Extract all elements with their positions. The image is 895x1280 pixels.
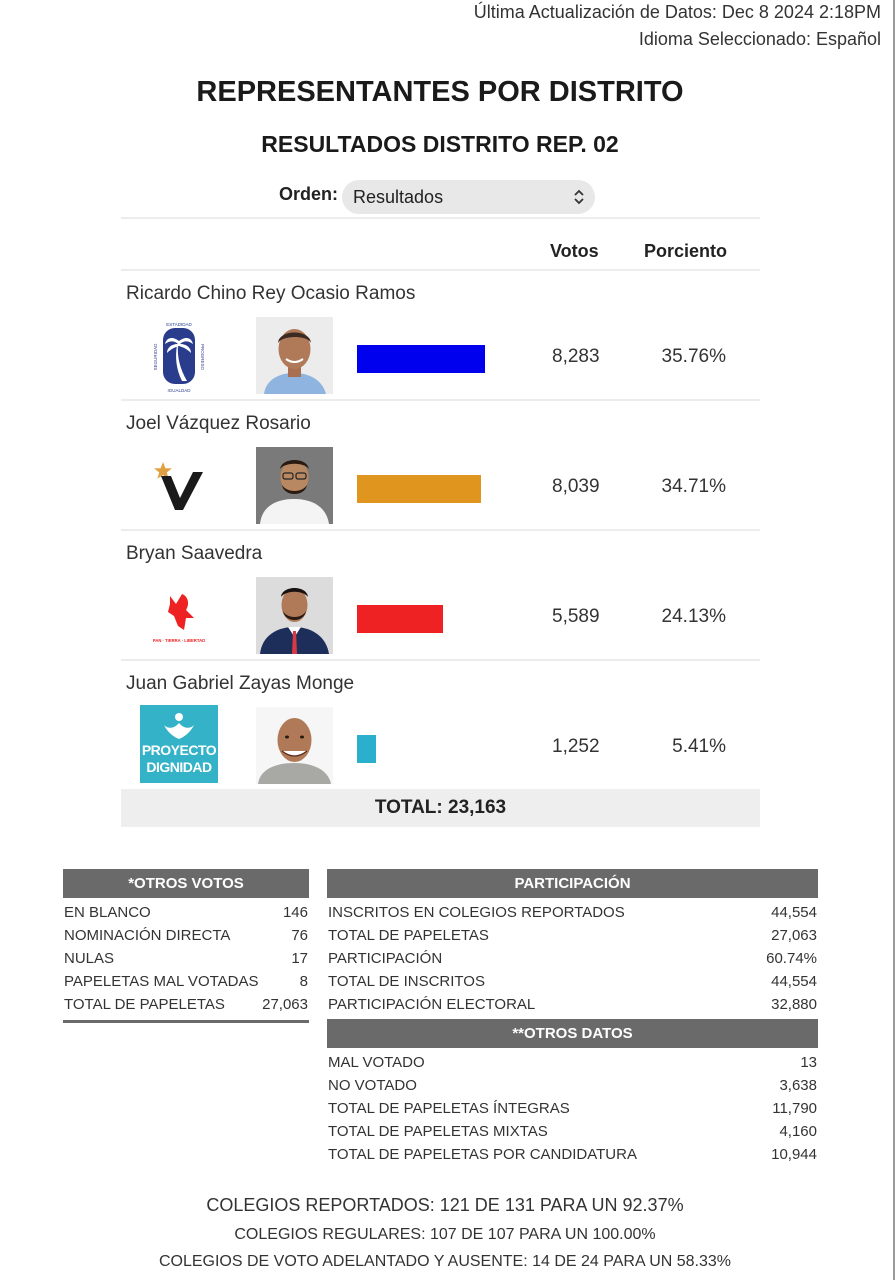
chevron-up-down-icon [573,189,585,205]
row-value: 76 [291,927,308,944]
row-value: 17 [291,950,308,967]
candidate-percent: 35.76% [661,346,726,367]
row-label: PARTICIPACIÓN ELECTORAL [328,996,536,1013]
row-value: 11,790 [772,1100,817,1117]
table-row [63,970,309,993]
table-row [63,947,309,970]
logo-text: PROYECTO [141,742,217,758]
otros-votos-table [63,869,309,1023]
divider [63,1020,309,1023]
participacion-table [327,869,818,1166]
participacion-header: PARTICIPACIÓN [327,869,818,898]
vote-share-bar [357,605,443,633]
sort-label: Orden: [279,183,339,204]
row-label: TOTAL DE PAPELETAS MIXTAS [328,1123,548,1140]
row-value: 60.74% [766,950,817,967]
sort-selected-value: Resultados [353,186,444,207]
candidate-votes: 1,252 [552,736,600,757]
colegios-regulares-text: COLEGIOS REGULARES: 107 DE 107 PARA UN 100.00% [234,1226,656,1243]
candidate-name: Juan Gabriel Zayas Monge [126,673,355,694]
row-label: TOTAL DE PAPELETAS ÍNTEGRAS [328,1100,570,1117]
row-value: 10,944 [771,1146,817,1163]
row-label: PARTICIPACIÓN [328,950,443,967]
candidate-photo [256,577,333,654]
row-label: NO VOTADO [328,1077,417,1094]
row-label: NOMINACIÓN DIRECTA [64,927,231,944]
table-row [63,993,309,1016]
table-row [327,1051,818,1074]
candidate-name: Bryan Saavedra [126,543,263,564]
candidate-votes: 8,039 [552,476,600,497]
row-label: TOTAL DE PAPELETAS [64,996,225,1013]
sort-control [279,180,595,214]
candidate-votes: 5,589 [552,606,600,627]
candidate-row [121,531,760,659]
candidate-photo [256,447,333,524]
row-label: EN BLANCO [64,904,151,921]
colegios-reportados-text: COLEGIOS REPORTADOS: 121 DE 131 PARA UN 92.37% [206,1195,684,1215]
candidate-percent: 5.41% [672,736,726,757]
candidate-photo [256,317,333,394]
row-value: 27,063 [262,996,308,1013]
vote-share-bar [357,735,376,763]
row-value: 27,063 [771,927,817,944]
logo-text: ESTADIDAD [166,322,192,327]
table-row [327,901,818,924]
colegios-adelantado-text: COLEGIOS DE VOTO ADELANTADO Y AUSENTE: 14 DE 24 PARA UN 58.33% [158,1253,732,1270]
table-header [121,219,760,269]
candidate-row [121,401,760,529]
candidate-photo [256,707,333,784]
row-value: 44,554 [771,904,817,921]
logo-text: PROGRESO [200,343,205,371]
table-row [63,901,309,924]
palm-tree-logo-icon [140,317,218,395]
row-label: TOTAL DE PAPELETAS POR CANDIDATURA [328,1146,637,1163]
otros-datos-header: **OTROS DATOS [327,1019,818,1048]
candidate-name: Joel Vázquez Rosario [126,413,311,434]
row-value: 44,554 [771,973,817,990]
row-value: 146 [282,904,308,921]
page-subtitle: RESULTADOS DISTRITO REP. 02 [261,131,619,157]
row-label: INSCRITOS EN COLEGIOS REPORTADOS [328,904,625,921]
proyecto-dignidad-logo-icon [140,705,218,783]
logo-text: SEGURIDAD [153,343,158,371]
star-v-logo-icon [140,447,218,525]
table-row [327,1143,818,1166]
table-row [327,924,818,947]
table-row [327,1074,818,1097]
row-value: 8 [299,973,308,990]
otros-votos-header: *OTROS VOTOS [63,869,309,898]
candidate-row [121,271,760,399]
row-label: MAL VOTADO [328,1054,425,1071]
table-row [327,947,818,970]
row-label: TOTAL DE PAPELETAS [328,927,489,944]
total-votes: TOTAL: 23,163 [121,789,760,827]
logo-text: IGUALDAD [167,388,191,393]
table-row [327,1120,818,1143]
row-label: TOTAL DE INSCRITOS [328,973,485,990]
row-value: 32,880 [771,996,817,1013]
page-title: REPRESENTANTES POR DISTRITO [196,76,684,108]
row-value: 3,638 [779,1077,817,1094]
sort-select[interactable] [342,180,595,214]
vote-share-bar [357,345,485,373]
last-update-text: Última Actualización de Datos: Dec 8 2024 2:18PM [473,2,881,22]
candidate-votes: 8,283 [552,346,600,367]
column-header-percent: Porciento [644,241,728,261]
language-text[interactable]: Idioma Seleccionado: Español [638,29,881,49]
candidate-percent: 24.13% [661,606,726,627]
row-value: 13 [800,1054,817,1071]
table-row [327,993,818,1016]
candidate-name: Ricardo Chino Rey Ocasio Ramos [126,283,416,304]
candidate-percent: 34.71% [661,476,726,497]
logo-text: DIGNIDAD [146,759,212,775]
pava-logo-icon [140,577,218,655]
row-label: NULAS [64,950,115,967]
table-row [327,1097,818,1120]
row-value: 4,160 [779,1123,817,1140]
results-table [121,217,760,827]
table-row [63,924,309,947]
table-row [327,970,818,993]
column-header-votes: Votos [550,241,599,261]
logo-text: PAN · TIERRA · LIBERTAD [152,638,206,643]
vote-share-bar [357,475,481,503]
candidate-row [121,661,760,789]
row-label: PAPELETAS MAL VOTADAS [64,973,259,990]
